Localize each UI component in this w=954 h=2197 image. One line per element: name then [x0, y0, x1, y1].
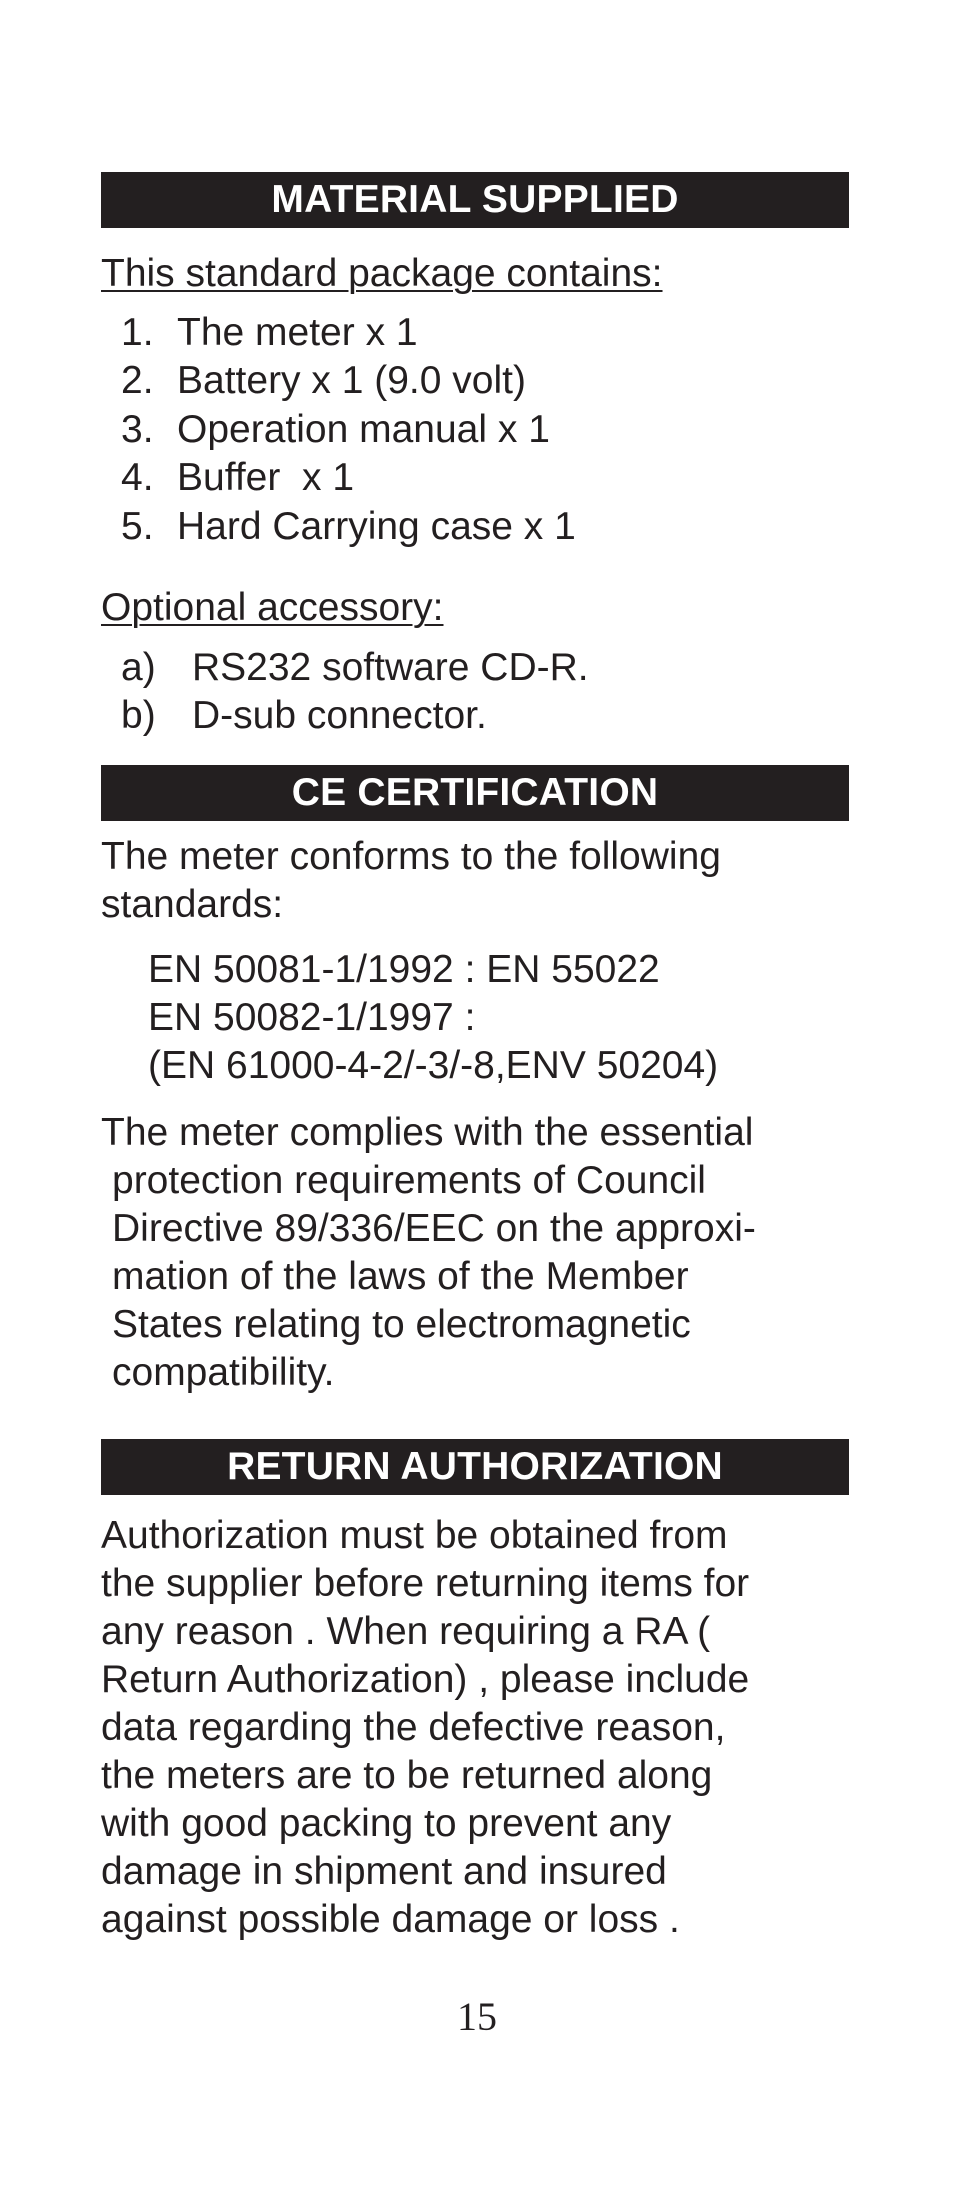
list-item-letter: b) — [121, 694, 156, 737]
list-item-number: 4. — [121, 456, 154, 499]
return-body-line: the supplier before returning items for — [101, 1562, 750, 1605]
list-item-text: D-sub connector. — [192, 694, 487, 737]
list-item-letter: a) — [121, 646, 156, 689]
standard-line: EN 50082-1/1997 : — [148, 996, 476, 1039]
compliance-line: States relating to electromagnetic — [112, 1303, 691, 1346]
return-body-line: the meters are to be returned along — [101, 1754, 713, 1797]
return-body-line: any reason . When requiring a RA ( — [101, 1610, 711, 1653]
compliance-line: Directive 89/336/EEC on the approxi- — [112, 1207, 756, 1250]
ce-intro-line: standards: — [101, 883, 284, 926]
list-item-number: 1. — [121, 311, 154, 354]
return-body-line: Authorization must be obtained from — [101, 1514, 728, 1557]
list-item-number: 2. — [121, 359, 154, 402]
optional-accessory-heading: Optional accessory: — [101, 586, 444, 629]
list-item-text: RS232 software CD-R. — [192, 646, 589, 689]
page-number: 15 — [457, 1994, 497, 2039]
package-contents-intro: This standard package contains: — [101, 252, 663, 295]
return-authorization-heading: RETURN AUTHORIZATION — [101, 1439, 849, 1495]
standard-line: EN 50081-1/1992 : EN 55022 — [148, 948, 660, 991]
material-supplied-heading: MATERIAL SUPPLIED — [101, 172, 849, 228]
return-body-line: Return Authorization) , please include — [101, 1658, 750, 1701]
ce-certification-heading: CE CERTIFICATION — [101, 765, 849, 821]
return-body-line: with good packing to prevent any — [101, 1802, 672, 1845]
list-item-text: Buffer x 1 — [177, 456, 355, 499]
list-item-number: 5. — [121, 505, 154, 548]
compliance-line: mation of the laws of the Member — [112, 1255, 689, 1298]
list-item-text: Operation manual x 1 — [177, 408, 550, 451]
standard-line: (EN 61000-4-2/-3/-8,ENV 50204) — [148, 1044, 719, 1087]
ce-intro-line: The meter conforms to the following — [101, 835, 721, 878]
return-body-line: data regarding the defective reason, — [101, 1706, 726, 1749]
compliance-line: protection requirements of Council — [112, 1159, 706, 1202]
list-item-number: 3. — [121, 408, 154, 451]
compliance-line: compatibility. — [112, 1351, 335, 1394]
list-item-text: Battery x 1 (9.0 volt) — [177, 359, 526, 402]
list-item-text: The meter x 1 — [177, 311, 418, 354]
list-item-text: Hard Carrying case x 1 — [177, 505, 576, 548]
compliance-line: The meter complies with the essential — [101, 1111, 754, 1154]
return-body-line: damage in shipment and insured — [101, 1850, 667, 1893]
return-body-line: against possible damage or loss . — [101, 1898, 680, 1941]
